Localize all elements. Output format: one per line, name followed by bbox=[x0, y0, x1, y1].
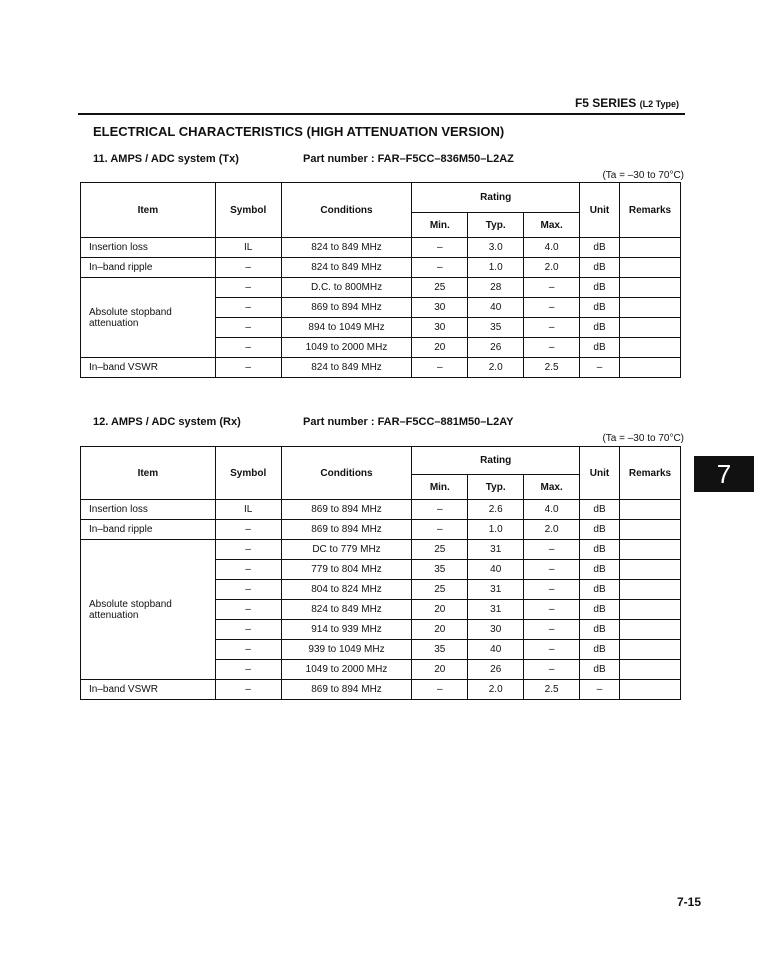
conditions-cell: D.C. to 800MHz bbox=[281, 278, 412, 298]
section-11-part-number: Part number : FAR–F5CC–836M50–L2AZ bbox=[303, 153, 514, 165]
remarks-cell bbox=[619, 620, 680, 640]
table-row bbox=[81, 520, 681, 540]
max-cell: 2.0 bbox=[524, 258, 580, 278]
remarks-cell bbox=[619, 520, 680, 540]
symbol-cell: – bbox=[215, 278, 281, 298]
symbol-cell: IL bbox=[215, 238, 281, 258]
col-typ: Typ. bbox=[468, 213, 524, 238]
symbol-cell: – bbox=[215, 258, 281, 278]
conditions-cell: 779 to 804 MHz bbox=[281, 560, 412, 580]
col-min: Min. bbox=[412, 213, 468, 238]
remarks-cell bbox=[619, 600, 680, 620]
min-cell: 30 bbox=[412, 298, 468, 318]
unit-cell: dB bbox=[580, 600, 620, 620]
section-12-part-number: Part number : FAR–F5CC–881M50–L2AY bbox=[303, 416, 514, 428]
symbol-cell: – bbox=[215, 600, 281, 620]
remarks-cell bbox=[619, 540, 680, 560]
max-cell: 4.0 bbox=[524, 500, 580, 520]
item-cell: In–band ripple bbox=[81, 258, 216, 278]
min-cell: – bbox=[412, 238, 468, 258]
typ-cell: 2.0 bbox=[468, 680, 524, 700]
col-symbol: Symbol bbox=[215, 183, 281, 238]
unit-cell: dB bbox=[580, 278, 620, 298]
max-cell: – bbox=[524, 298, 580, 318]
symbol-cell: – bbox=[215, 318, 281, 338]
max-cell: 2.5 bbox=[524, 358, 580, 378]
conditions-cell: 869 to 894 MHz bbox=[281, 520, 412, 540]
typ-cell: 40 bbox=[468, 560, 524, 580]
min-cell: 35 bbox=[412, 640, 468, 660]
unit-cell: dB bbox=[580, 640, 620, 660]
table-row bbox=[81, 358, 681, 378]
unit-cell: dB bbox=[580, 540, 620, 560]
min-cell: 20 bbox=[412, 600, 468, 620]
page-title: ELECTRICAL CHARACTERISTICS (HIGH ATTENUATION VERSION) bbox=[93, 124, 505, 139]
col-unit: Unit bbox=[580, 447, 620, 500]
max-cell: – bbox=[524, 600, 580, 620]
remarks-cell bbox=[619, 338, 680, 358]
symbol-cell: – bbox=[215, 580, 281, 600]
typ-cell: 26 bbox=[468, 338, 524, 358]
symbol-cell: – bbox=[215, 298, 281, 318]
remarks-cell bbox=[619, 298, 680, 318]
max-cell: – bbox=[524, 540, 580, 560]
min-cell: 20 bbox=[412, 660, 468, 680]
unit-cell: dB bbox=[580, 338, 620, 358]
min-cell: 25 bbox=[412, 278, 468, 298]
conditions-cell: 1049 to 2000 MHz bbox=[281, 660, 412, 680]
table-row bbox=[81, 500, 681, 520]
min-cell: – bbox=[412, 358, 468, 378]
remarks-cell bbox=[619, 278, 680, 298]
remarks-cell bbox=[619, 580, 680, 600]
typ-cell: 31 bbox=[468, 600, 524, 620]
min-cell: 30 bbox=[412, 318, 468, 338]
typ-cell: 31 bbox=[468, 580, 524, 600]
table-row bbox=[81, 238, 681, 258]
symbol-cell: – bbox=[215, 640, 281, 660]
min-cell: 20 bbox=[412, 338, 468, 358]
stopband-item-cell: Absolute stopband attenuation bbox=[81, 278, 216, 358]
typ-cell: 30 bbox=[468, 620, 524, 640]
symbol-cell: – bbox=[215, 680, 281, 700]
min-cell: – bbox=[412, 680, 468, 700]
item-cell: In–band VSWR bbox=[81, 680, 216, 700]
max-cell: – bbox=[524, 560, 580, 580]
max-cell: – bbox=[524, 640, 580, 660]
min-cell: 25 bbox=[412, 540, 468, 560]
typ-cell: 2.6 bbox=[468, 500, 524, 520]
typ-cell: 1.0 bbox=[468, 520, 524, 540]
col-min: Min. bbox=[412, 475, 468, 500]
remarks-cell bbox=[619, 680, 680, 700]
typ-cell: 40 bbox=[468, 640, 524, 660]
item-cell: In–band VSWR bbox=[81, 358, 216, 378]
remarks-cell bbox=[619, 318, 680, 338]
series-type: (L2 Type) bbox=[639, 99, 679, 109]
stopband-item-cell: Absolute stopband attenuation bbox=[81, 540, 216, 680]
header-rule bbox=[78, 113, 685, 115]
section-12-table bbox=[80, 446, 681, 700]
unit-cell: dB bbox=[580, 238, 620, 258]
unit-cell: dB bbox=[580, 560, 620, 580]
unit-cell: – bbox=[580, 358, 620, 378]
conditions-cell: 824 to 849 MHz bbox=[281, 358, 412, 378]
unit-cell: dB bbox=[580, 298, 620, 318]
section-11-table bbox=[80, 182, 681, 378]
symbol-cell: – bbox=[215, 620, 281, 640]
min-cell: – bbox=[412, 258, 468, 278]
unit-cell: dB bbox=[580, 500, 620, 520]
symbol-cell: – bbox=[215, 358, 281, 378]
unit-cell: dB bbox=[580, 620, 620, 640]
section-12-title: 12. AMPS / ADC system (Rx) bbox=[93, 416, 241, 428]
section-11-temp-condition: (Ta = –30 to 70°C) bbox=[602, 170, 684, 181]
col-max: Max. bbox=[524, 213, 580, 238]
conditions-cell: 914 to 939 MHz bbox=[281, 620, 412, 640]
section-12-temp-condition: (Ta = –30 to 70°C) bbox=[602, 433, 684, 444]
col-conditions: Conditions bbox=[281, 183, 412, 238]
unit-cell: – bbox=[580, 680, 620, 700]
max-cell: – bbox=[524, 660, 580, 680]
conditions-cell: 804 to 824 MHz bbox=[281, 580, 412, 600]
table-row bbox=[81, 278, 681, 298]
remarks-cell bbox=[619, 358, 680, 378]
table-row bbox=[81, 680, 681, 700]
series-header bbox=[575, 96, 679, 110]
typ-cell: 35 bbox=[468, 318, 524, 338]
col-symbol: Symbol bbox=[215, 447, 281, 500]
conditions-cell: 1049 to 2000 MHz bbox=[281, 338, 412, 358]
conditions-cell: 824 to 849 MHz bbox=[281, 258, 412, 278]
section-11-title: 11. AMPS / ADC system (Tx) bbox=[93, 153, 239, 165]
conditions-cell: 939 to 1049 MHz bbox=[281, 640, 412, 660]
col-remarks: Remarks bbox=[619, 447, 680, 500]
symbol-cell: IL bbox=[215, 500, 281, 520]
max-cell: – bbox=[524, 620, 580, 640]
remarks-cell bbox=[619, 500, 680, 520]
symbol-cell: – bbox=[215, 338, 281, 358]
remarks-cell bbox=[619, 640, 680, 660]
typ-cell: 40 bbox=[468, 298, 524, 318]
conditions-cell: 824 to 849 MHz bbox=[281, 600, 412, 620]
unit-cell: dB bbox=[580, 258, 620, 278]
remarks-cell bbox=[619, 238, 680, 258]
typ-cell: 1.0 bbox=[468, 258, 524, 278]
conditions-cell: 869 to 894 MHz bbox=[281, 298, 412, 318]
min-cell: – bbox=[412, 520, 468, 540]
min-cell: 35 bbox=[412, 560, 468, 580]
unit-cell: dB bbox=[580, 318, 620, 338]
symbol-cell: – bbox=[215, 560, 281, 580]
max-cell: 2.5 bbox=[524, 680, 580, 700]
min-cell: 25 bbox=[412, 580, 468, 600]
item-cell: Insertion loss bbox=[81, 500, 216, 520]
page-number: 7-15 bbox=[677, 895, 702, 909]
max-cell: 4.0 bbox=[524, 238, 580, 258]
remarks-cell bbox=[619, 560, 680, 580]
remarks-cell bbox=[619, 258, 680, 278]
conditions-cell: 869 to 894 MHz bbox=[281, 680, 412, 700]
symbol-cell: – bbox=[215, 660, 281, 680]
max-cell: 2.0 bbox=[524, 520, 580, 540]
unit-cell: dB bbox=[580, 580, 620, 600]
col-item: Item bbox=[81, 447, 216, 500]
item-cell: In–band ripple bbox=[81, 520, 216, 540]
col-typ: Typ. bbox=[468, 475, 524, 500]
unit-cell: dB bbox=[580, 660, 620, 680]
max-cell: – bbox=[524, 580, 580, 600]
table-row bbox=[81, 258, 681, 278]
typ-cell: 31 bbox=[468, 540, 524, 560]
series-name: F5 SERIES bbox=[574, 96, 637, 110]
chapter-tab: 7 bbox=[694, 456, 754, 492]
typ-cell: 3.0 bbox=[468, 238, 524, 258]
conditions-cell: 869 to 894 MHz bbox=[281, 500, 412, 520]
unit-cell: dB bbox=[580, 520, 620, 540]
item-cell: Insertion loss bbox=[81, 238, 216, 258]
col-unit: Unit bbox=[580, 183, 620, 238]
min-cell: 20 bbox=[412, 620, 468, 640]
symbol-cell: – bbox=[215, 520, 281, 540]
col-max: Max. bbox=[524, 475, 580, 500]
table-row bbox=[81, 540, 681, 560]
typ-cell: 28 bbox=[468, 278, 524, 298]
col-item: Item bbox=[81, 183, 216, 238]
max-cell: – bbox=[524, 318, 580, 338]
remarks-cell bbox=[619, 660, 680, 680]
conditions-cell: 824 to 849 MHz bbox=[281, 238, 412, 258]
conditions-cell: DC to 779 MHz bbox=[281, 540, 412, 560]
symbol-cell: – bbox=[215, 540, 281, 560]
col-remarks: Remarks bbox=[619, 183, 680, 238]
col-rating: Rating bbox=[412, 183, 580, 213]
conditions-cell: 894 to 1049 MHz bbox=[281, 318, 412, 338]
min-cell: – bbox=[412, 500, 468, 520]
max-cell: – bbox=[524, 278, 580, 298]
col-rating: Rating bbox=[412, 447, 580, 475]
max-cell: – bbox=[524, 338, 580, 358]
typ-cell: 26 bbox=[468, 660, 524, 680]
col-conditions: Conditions bbox=[281, 447, 412, 500]
typ-cell: 2.0 bbox=[468, 358, 524, 378]
